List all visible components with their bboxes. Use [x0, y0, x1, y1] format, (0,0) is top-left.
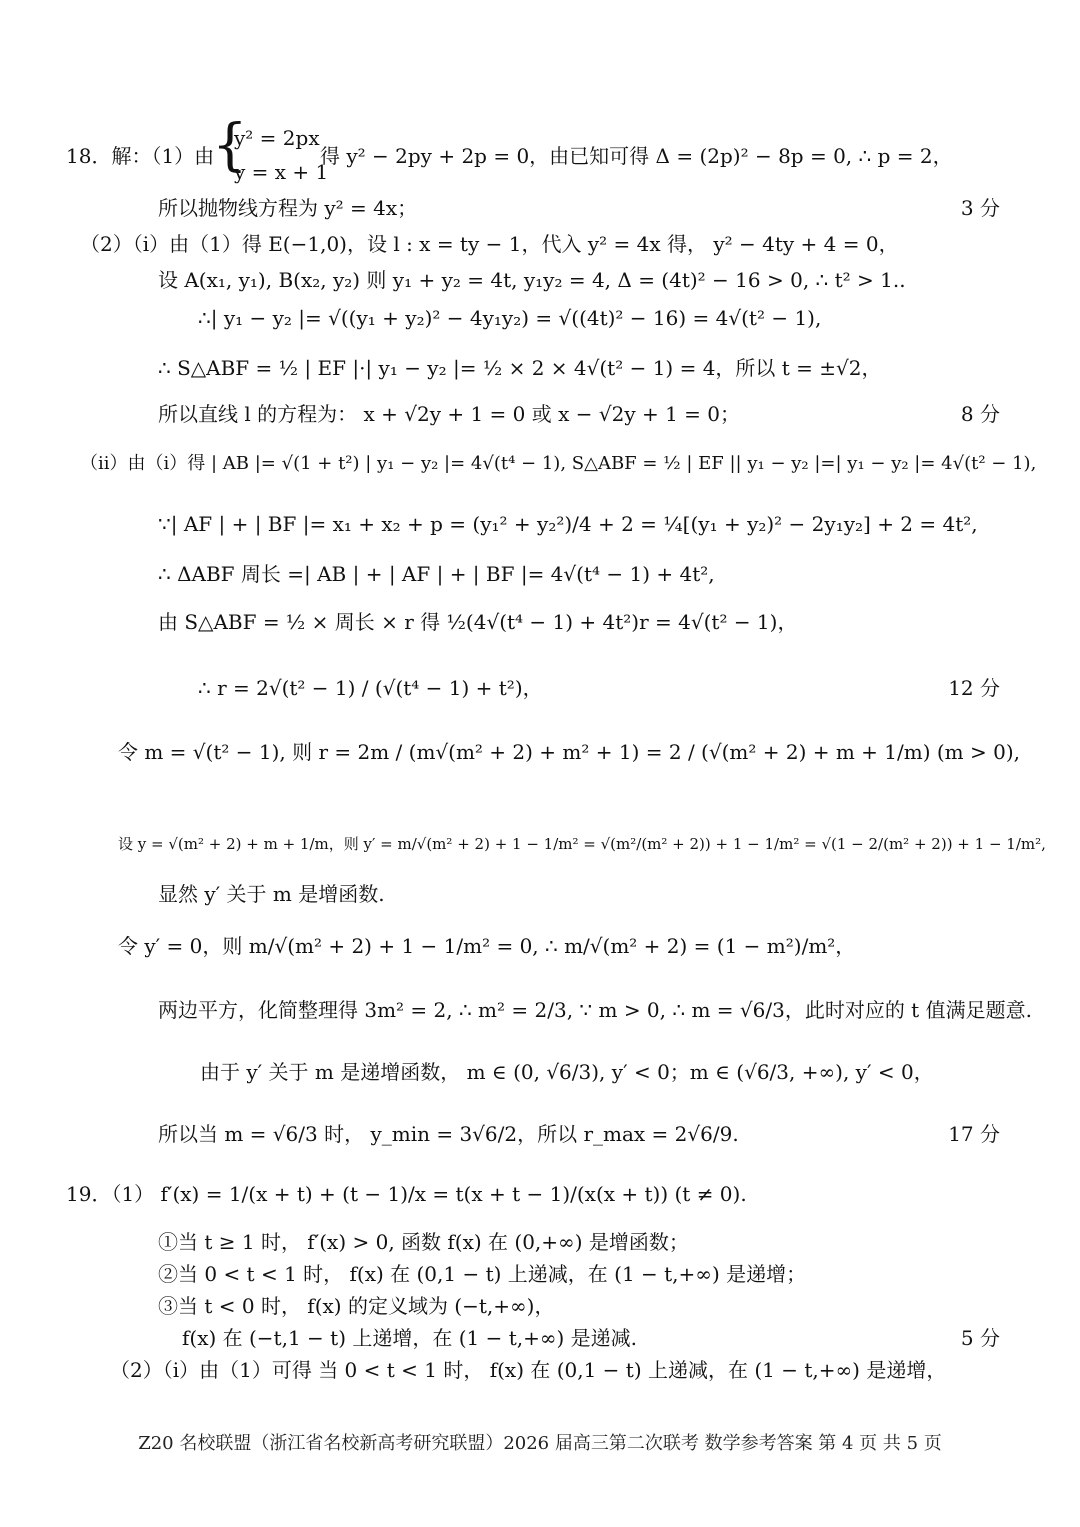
q18-parabola: 所以抛物线方程为 y² = 4x；: [158, 196, 418, 220]
q19-line1: 19．（1） f′(x) = 1/(x + t) + (t − 1)/x = t(x + t − 1)/(x(x + t)) (t ≠ 0).: [66, 1182, 747, 1206]
q19-case3: ③当 t < 0 时， f(x) 的定义域为 (−t,+∞)，: [158, 1294, 555, 1318]
q18-2ii-line1: （ii）由（i）得 | AB |= √(1 + t²) | y₁ − y₂ |= 4√(t⁴ − 1), S△ABF = ½ | EF || y₁ − y₂ |=| y₁ − y₂ |= 4√(t² − 1),: [80, 453, 1037, 474]
score-12: 12 分: [948, 676, 1000, 700]
q18-2i-line5: 所以直线 l 的方程为： x + √2y + 1 = 0 或 x − √2y + 1 = 0；: [158, 402, 741, 426]
q18-2ii-line4: 由 S△ABF = ½ × 周长 × r 得 ½(4√(t⁴ − 1) + 4t²)r = 4√(t² − 1)，: [158, 610, 798, 634]
score-8: 8 分: [960, 402, 1000, 426]
q19-case3b: f(x) 在 (−t,1 − t) 上递增，在 (1 − t,+∞) 是递减.: [182, 1326, 638, 1350]
q18-header-rest: 得 y² − 2py + 2p = 0，由已知可得 Δ = (2p)² − 8p = 0, ∴ p = 2，: [320, 144, 953, 168]
q18-2ii-line2: ∵| AF | + | BF |= x₁ + x₂ + p = (y₁² + y₂²)/4 + 2 = ¼[(y₁ + y₂)² − 2y₁y₂] + 2 = 4t²,: [158, 512, 978, 536]
q18-2ii-line7: 设 y = √(m² + 2) + m + 1/m，则 y′ = m/√(m² + 2) + 1 − 1/m² = √(m²/(m² + 2)) + 1 − 1/m² = √(1 − 2/(m² + 2)) + 1 − 1/m²,: [118, 835, 1046, 853]
q18-sys-eq2: y = x + 1: [234, 160, 329, 184]
q18-2ii-line5: ∴ r = 2√(t² − 1) / (√(t⁴ − 1) + t²)，: [198, 676, 543, 700]
score-5: 5 分: [960, 1326, 1000, 1350]
q19-case1: ①当 t ≥ 1 时， f′(x) > 0, 函数 f(x) 在 (0,+∞) 是增函数；: [158, 1230, 689, 1254]
q18-sys-eq1: y² = 2px: [234, 126, 320, 150]
q18-2i-line1: （2）（i）由（1）得 E(−1,0)，设 l : x = ty − 1，代入 y² = 4x 得， y² − 4ty + 4 = 0，: [80, 232, 899, 256]
q18-2ii-line10: 两边平方，化简整理得 3m² = 2, ∴ m² = 2/3, ∵ m > 0, ∴ m = √6/3，此时对应的 t 值满足题意.: [158, 998, 1032, 1022]
q18-header-prefix: 18．解：（1）由: [66, 144, 215, 168]
page-footer: Z20 名校联盟（浙江省名校新高考研究联盟）2026 届高三第二次联考 数学参考答案 第 4 页 共 5 页: [138, 1433, 942, 1454]
score-3: 3 分: [960, 196, 1000, 220]
q19-case2: ②当 0 < t < 1 时， f(x) 在 (0,1 − t) 上递减，在 (1 − t,+∞) 是递增；: [158, 1262, 807, 1286]
q18-2ii-line12: 所以当 m = √6/3 时， y_min = 3√6/2，所以 r_max = 2√6/9.: [158, 1122, 739, 1146]
q18-2ii-line8: 显然 y′ 关于 m 是增函数.: [158, 882, 385, 906]
q18-2i-line2: 设 A(x₁, y₁), B(x₂, y₂) 则 y₁ + y₂ = 4t, y₁y₂ = 4, Δ = (4t)² − 16 > 0, ∴ t² > 1..: [158, 268, 906, 292]
q18-2i-line4: ∴ S△ABF = ½ | EF |·| y₁ − y₂ |= ½ × 2 × 4√(t² − 1) = 4，所以 t = ±√2，: [158, 356, 882, 380]
system-brace: {: [212, 113, 248, 178]
q18-2ii-line6: 令 m = √(t² − 1), 则 r = 2m / (m√(m² + 2) + m² + 1) = 2 / (√(m² + 2) + m + 1/m) (m > 0),: [118, 740, 1021, 764]
q18-2i-line3: ∴| y₁ − y₂ |= √((y₁ + y₂)² − 4y₁y₂) = √((4t)² − 16) = 4√(t² − 1),: [198, 306, 822, 330]
q18-2ii-line3: ∴ ΔABF 周长 =| AB | + | AF | + | BF |= 4√(t⁴ − 1) + 4t²,: [158, 562, 715, 586]
score-17: 17 分: [948, 1122, 1000, 1146]
q18-2ii-line9: 令 y′ = 0，则 m/√(m² + 2) + 1 − 1/m² = 0, ∴ m/√(m² + 2) = (1 − m²)/m²，: [118, 934, 856, 958]
q18-2ii-line11: 由于 y′ 关于 m 是递增函数， m ∈ (0, √6/3), y′ < 0；m ∈ (√6/3, +∞), y′ < 0，: [200, 1060, 934, 1084]
q19-2i: （2）（i）由（1）可得 当 0 < t < 1 时， f(x) 在 (0,1 − t) 上递减，在 (1 − t,+∞) 是递增，: [110, 1358, 947, 1382]
